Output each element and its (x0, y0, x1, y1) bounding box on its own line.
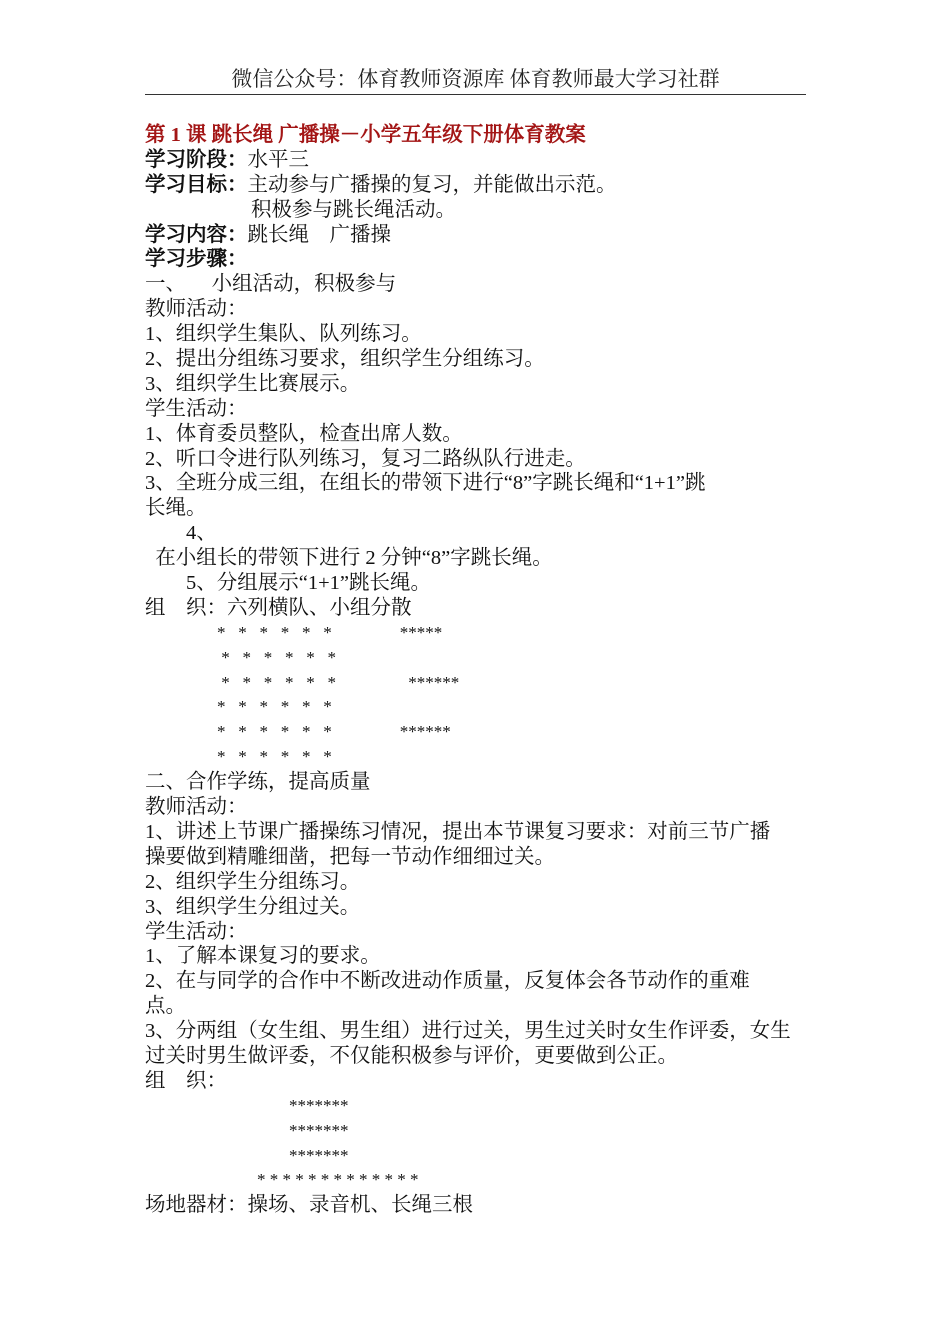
part2-teacher-item: 3、组织学生分组过关。 (145, 895, 361, 918)
lesson-title: 第 1 课 跳长绳 广播操－小学五年级下册体育教案 (145, 124, 586, 146)
goal-1: 主动参与广播操的复习，并能做出示范。 (247, 173, 617, 196)
formation-row: * * * * * * (217, 647, 336, 667)
part2-org: 组 织： (145, 1069, 227, 1092)
part2-teacher-label: 教师活动： (145, 796, 248, 819)
steps-label: 学习步骤： (145, 248, 248, 271)
part2-heading: 二、合作学练，提高质量 (145, 771, 371, 794)
part2-teacher-item: 操要做到精雕细凿，把每一节动作细细过关。 (145, 845, 555, 868)
goals-label: 学习目标： (145, 173, 248, 196)
part1-teacher-item: 2、提出分组练习要求，组织学生分组练习。 (145, 348, 545, 371)
equipment-value: 操场、录音机、长绳三根 (247, 1194, 473, 1217)
content-label: 学习内容： (145, 223, 248, 246)
part2-teacher-item: 2、组织学生分组练习。 (145, 870, 361, 893)
document-body (145, 123, 810, 1218)
page-header: 微信公众号：体育教师资源库 体育教师最大学习社群 (145, 64, 806, 95)
equipment-row (145, 1193, 810, 1218)
part1-student-item: 1、体育委员整队，检查出席人数。 (145, 422, 463, 445)
formation-row: * * * * * * ****** (217, 722, 451, 742)
formation-row: ******* (289, 1145, 349, 1165)
part1-heading: 一、 小组活动，积极参与 (145, 273, 397, 296)
part2-student-item: 过关时男生做评委，不仅能积极参与评价，更要做到公正。 (145, 1044, 678, 1067)
formation-row: ******* (289, 1120, 349, 1140)
formation-row: * * * * * * (217, 697, 332, 717)
part1-student-item: 长绳。 (145, 497, 207, 520)
part1-student-item: 3、全班分成三组，在组长的带领下进行“8”字跳长绳和“1+1”跳 (145, 472, 706, 495)
content-value: 跳长绳 广播操 (247, 223, 391, 246)
part2-student-item: 1、了解本课复习的要求。 (145, 945, 381, 968)
goal-2: 积极参与跳长绳活动。 (251, 198, 456, 221)
part2-teacher-item: 1、讲述上节课广播操练习情况，提出本节课复习要求：对前三节广播 (145, 820, 771, 843)
part1-org: 组 织：六列横队、小组分散 (145, 596, 412, 619)
formation-row: * * * * * * ***** (217, 622, 443, 642)
part1-student-item: 4、 (145, 522, 217, 545)
part1-teacher-label: 教师活动： (145, 298, 248, 321)
formation-row: * * * * * * (217, 747, 332, 767)
stage-label: 学习阶段： (145, 148, 248, 171)
part1-student-item: 2、听口令进行队列练习，复习二路纵队行进走。 (145, 447, 586, 470)
part2-student-item: 3、分两组（女生组、男生组）进行过关，男生过关时女生作评委，女生 (145, 1020, 791, 1043)
part1-student-label: 学生活动： (145, 397, 248, 420)
stage-value: 水平三 (247, 148, 309, 171)
equipment-label: 场地器材： (145, 1194, 248, 1217)
part1-student-item: 在小组长的带领下进行 2 分钟“8”字跳长绳。 (145, 547, 553, 570)
part1-teacher-item: 1、组织学生集队、队列练习。 (145, 323, 422, 346)
part2-student-item: 2、在与同学的合作中不断改进动作质量，反复体会各节动作的重难 (145, 970, 750, 993)
part2-student-label: 学生活动： (145, 920, 248, 943)
formation-row: * * * * * * ****** (217, 672, 460, 692)
stage-row (145, 148, 810, 173)
part1-student-item: 5、分组展示“1+1”跳长绳。 (145, 572, 432, 595)
goals-row (145, 173, 810, 198)
part2-student-item: 点。 (145, 995, 186, 1018)
content-row (145, 223, 810, 248)
part1-teacher-item: 3、组织学生比赛展示。 (145, 372, 361, 395)
formation-row: * * * * * * * * * * * * * (257, 1170, 419, 1190)
formation-row: ******* (289, 1095, 349, 1115)
